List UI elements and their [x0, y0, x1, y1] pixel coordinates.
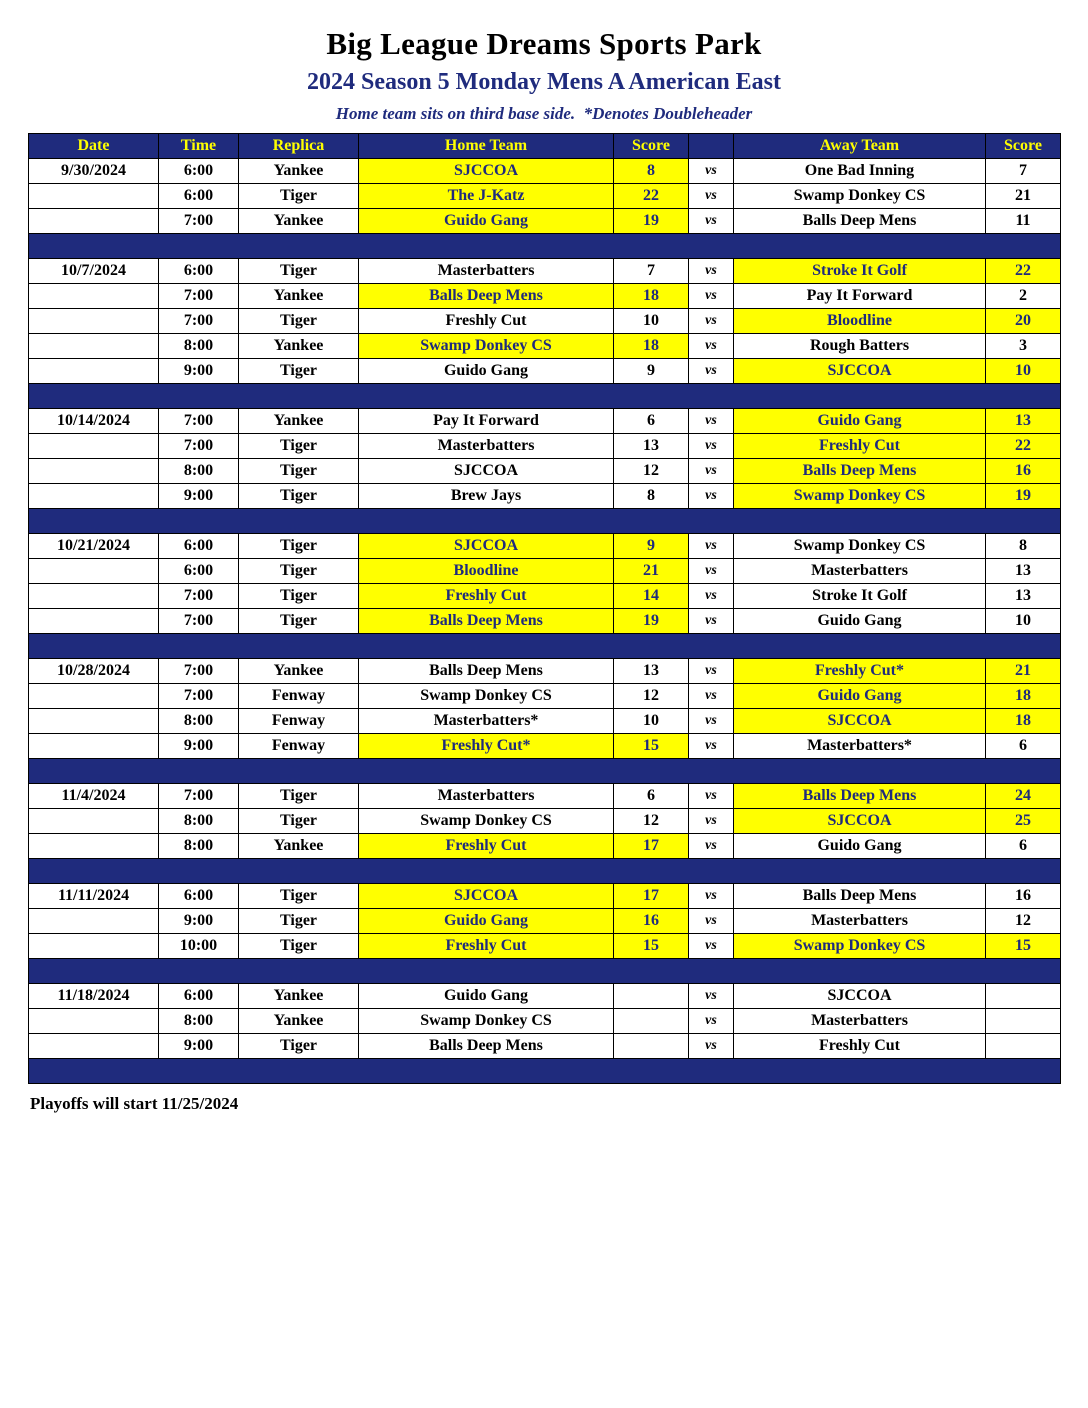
date-cell [29, 334, 159, 359]
home-team-cell: Masterbatters [359, 784, 614, 809]
vs-label: vs [689, 359, 734, 384]
date-cell [29, 309, 159, 334]
time-cell: 8:00 [159, 809, 239, 834]
away-team-cell: Freshly Cut* [734, 659, 986, 684]
home-team-cell: Swamp Donkey CS [359, 809, 614, 834]
game-row [29, 184, 1061, 209]
home-team-cell: Brew Jays [359, 484, 614, 509]
vs-label: vs [689, 334, 734, 359]
vs-label: vs [689, 534, 734, 559]
separator-row [29, 1059, 1061, 1084]
date-cell [29, 1034, 159, 1059]
home-team-cell: Balls Deep Mens [359, 659, 614, 684]
game-row [29, 1009, 1061, 1034]
replica-cell: Tiger [239, 784, 359, 809]
separator-bar [29, 859, 1061, 884]
vs-label: vs [689, 734, 734, 759]
time-cell: 9:00 [159, 1034, 239, 1059]
home-score-cell: 9 [614, 534, 689, 559]
vs-label: vs [689, 1034, 734, 1059]
away-score-cell: 6 [986, 734, 1061, 759]
col-header-replica: Replica [239, 134, 359, 159]
game-row [29, 159, 1061, 184]
replica-cell: Yankee [239, 284, 359, 309]
replica-cell: Yankee [239, 659, 359, 684]
away-score-cell: 10 [986, 359, 1061, 384]
away-team-cell: Swamp Donkey CS [734, 934, 986, 959]
vs-label: vs [689, 709, 734, 734]
separator-bar [29, 634, 1061, 659]
date-cell [29, 609, 159, 634]
vs-label: vs [689, 409, 734, 434]
time-cell: 9:00 [159, 734, 239, 759]
home-team-cell: Balls Deep Mens [359, 284, 614, 309]
separator-bar [29, 509, 1061, 534]
date-cell [29, 359, 159, 384]
away-score-cell: 10 [986, 609, 1061, 634]
away-score-cell: 7 [986, 159, 1061, 184]
away-team-cell: SJCCOA [734, 709, 986, 734]
date-cell [29, 684, 159, 709]
header-note: Home team sits on third base side. *Denotes Doubleheader [335, 104, 753, 123]
away-score-cell: 18 [986, 684, 1061, 709]
replica-cell: Fenway [239, 684, 359, 709]
home-score-cell: 13 [614, 434, 689, 459]
home-team-cell: Guido Gang [359, 209, 614, 234]
time-cell: 9:00 [159, 484, 239, 509]
away-team-cell: Masterbatters* [734, 734, 986, 759]
vs-label: vs [689, 784, 734, 809]
home-team-cell: Guido Gang [359, 359, 614, 384]
away-score-cell: 11 [986, 209, 1061, 234]
game-row [29, 534, 1061, 559]
home-team-cell: Guido Gang [359, 909, 614, 934]
vs-label: vs [689, 284, 734, 309]
away-team-cell: Balls Deep Mens [734, 884, 986, 909]
date-cell: 10/28/2024 [29, 659, 159, 684]
home-team-cell: The J-Katz [359, 184, 614, 209]
vs-label: vs [689, 684, 734, 709]
game-row [29, 259, 1061, 284]
away-score-cell: 25 [986, 809, 1061, 834]
separator-row [29, 634, 1061, 659]
separator-bar [29, 384, 1061, 409]
game-row [29, 584, 1061, 609]
away-score-cell: 16 [986, 459, 1061, 484]
time-cell: 8:00 [159, 459, 239, 484]
home-score-cell: 14 [614, 584, 689, 609]
vs-label: vs [689, 559, 734, 584]
date-cell [29, 734, 159, 759]
home-score-cell: 17 [614, 884, 689, 909]
date-cell [29, 284, 159, 309]
home-score-cell: 18 [614, 334, 689, 359]
date-cell: 10/14/2024 [29, 409, 159, 434]
away-score-cell: 13 [986, 584, 1061, 609]
time-cell: 6:00 [159, 159, 239, 184]
vs-label: vs [689, 809, 734, 834]
away-score-cell: 6 [986, 834, 1061, 859]
home-team-cell: Masterbatters [359, 259, 614, 284]
home-score-cell: 17 [614, 834, 689, 859]
col-header-home-score: Score [614, 134, 689, 159]
away-score-cell: 2 [986, 284, 1061, 309]
away-team-cell: One Bad Inning [734, 159, 986, 184]
game-row [29, 934, 1061, 959]
time-cell: 7:00 [159, 659, 239, 684]
home-score-cell: 21 [614, 559, 689, 584]
separator-bar [29, 759, 1061, 784]
separator-row [29, 759, 1061, 784]
separator-bar [29, 959, 1061, 984]
home-team-cell: Bloodline [359, 559, 614, 584]
replica-cell: Yankee [239, 334, 359, 359]
home-team-cell: SJCCOA [359, 534, 614, 559]
away-score-cell: 21 [986, 184, 1061, 209]
separator-row [29, 959, 1061, 984]
home-team-cell: Freshly Cut [359, 934, 614, 959]
game-row [29, 284, 1061, 309]
home-team-cell: Freshly Cut [359, 309, 614, 334]
away-team-cell: Swamp Donkey CS [734, 184, 986, 209]
game-row [29, 309, 1061, 334]
col-header-date: Date [29, 134, 159, 159]
playoffs-note: Playoffs will start 11/25/2024 [30, 1094, 239, 1113]
game-row [29, 359, 1061, 384]
home-team-cell: Masterbatters [359, 434, 614, 459]
away-score-cell: 22 [986, 259, 1061, 284]
date-cell: 10/7/2024 [29, 259, 159, 284]
col-header-home-team: Home Team [359, 134, 614, 159]
away-team-cell: Balls Deep Mens [734, 209, 986, 234]
game-row [29, 909, 1061, 934]
vs-label: vs [689, 259, 734, 284]
table-header-row [29, 134, 1061, 159]
time-cell: 6:00 [159, 184, 239, 209]
date-cell [29, 909, 159, 934]
away-team-cell: Bloodline [734, 309, 986, 334]
vs-label: vs [689, 1009, 734, 1034]
date-cell [29, 584, 159, 609]
away-team-cell: Guido Gang [734, 684, 986, 709]
separator-bar [29, 234, 1061, 259]
vs-label: vs [689, 309, 734, 334]
time-cell: 7:00 [159, 209, 239, 234]
replica-cell: Tiger [239, 484, 359, 509]
home-score-cell: 6 [614, 784, 689, 809]
date-cell: 11/11/2024 [29, 884, 159, 909]
time-cell: 7:00 [159, 434, 239, 459]
time-cell: 7:00 [159, 584, 239, 609]
home-team-cell: Freshly Cut [359, 584, 614, 609]
replica-cell: Tiger [239, 359, 359, 384]
page-title: Big League Dreams Sports Park [326, 26, 762, 61]
away-score-cell [986, 1009, 1061, 1034]
time-cell: 6:00 [159, 259, 239, 284]
away-score-cell: 15 [986, 934, 1061, 959]
separator-row [29, 384, 1061, 409]
home-score-cell [614, 1034, 689, 1059]
away-team-cell: Pay It Forward [734, 284, 986, 309]
replica-cell: Yankee [239, 1009, 359, 1034]
game-row [29, 334, 1061, 359]
replica-cell: Yankee [239, 209, 359, 234]
time-cell: 7:00 [159, 684, 239, 709]
date-cell [29, 809, 159, 834]
home-score-cell: 8 [614, 159, 689, 184]
time-cell: 7:00 [159, 409, 239, 434]
col-header-away-score: Score [986, 134, 1061, 159]
away-team-cell: Freshly Cut [734, 1034, 986, 1059]
time-cell: 8:00 [159, 334, 239, 359]
col-header-time: Time [159, 134, 239, 159]
away-team-cell: SJCCOA [734, 359, 986, 384]
away-score-cell [986, 984, 1061, 1009]
away-score-cell: 21 [986, 659, 1061, 684]
away-score-cell [986, 1034, 1061, 1059]
time-cell: 6:00 [159, 984, 239, 1009]
vs-label: vs [689, 184, 734, 209]
time-cell: 6:00 [159, 559, 239, 584]
home-score-cell: 18 [614, 284, 689, 309]
home-score-cell [614, 984, 689, 1009]
replica-cell: Tiger [239, 609, 359, 634]
schedule-body [29, 159, 1061, 1084]
home-score-cell: 15 [614, 934, 689, 959]
home-team-cell: Pay It Forward [359, 409, 614, 434]
away-score-cell: 24 [986, 784, 1061, 809]
replica-cell: Tiger [239, 584, 359, 609]
home-score-cell: 22 [614, 184, 689, 209]
away-score-cell: 13 [986, 559, 1061, 584]
replica-cell: Yankee [239, 159, 359, 184]
home-team-cell: SJCCOA [359, 884, 614, 909]
away-team-cell: Guido Gang [734, 409, 986, 434]
away-score-cell: 19 [986, 484, 1061, 509]
away-team-cell: Swamp Donkey CS [734, 484, 986, 509]
time-cell: 9:00 [159, 359, 239, 384]
game-row [29, 834, 1061, 859]
date-cell [29, 709, 159, 734]
home-team-cell: SJCCOA [359, 159, 614, 184]
home-team-cell: SJCCOA [359, 459, 614, 484]
game-row [29, 809, 1061, 834]
home-team-cell: Swamp Donkey CS [359, 684, 614, 709]
game-row [29, 659, 1061, 684]
date-cell: 10/21/2024 [29, 534, 159, 559]
date-cell [29, 459, 159, 484]
away-score-cell: 3 [986, 334, 1061, 359]
home-score-cell: 10 [614, 709, 689, 734]
replica-cell: Tiger [239, 459, 359, 484]
home-score-cell: 19 [614, 209, 689, 234]
away-team-cell: SJCCOA [734, 809, 986, 834]
home-team-cell: Guido Gang [359, 984, 614, 1009]
replica-cell: Tiger [239, 534, 359, 559]
away-team-cell: Guido Gang [734, 609, 986, 634]
replica-cell: Yankee [239, 984, 359, 1009]
time-cell: 7:00 [159, 784, 239, 809]
separator-row [29, 509, 1061, 534]
replica-cell: Yankee [239, 834, 359, 859]
home-score-cell: 9 [614, 359, 689, 384]
home-score-cell: 12 [614, 459, 689, 484]
home-score-cell: 12 [614, 684, 689, 709]
replica-cell: Yankee [239, 409, 359, 434]
separator-row [29, 859, 1061, 884]
home-team-cell: Balls Deep Mens [359, 1034, 614, 1059]
vs-label: vs [689, 484, 734, 509]
away-score-cell: 18 [986, 709, 1061, 734]
away-team-cell: Rough Batters [734, 334, 986, 359]
time-cell: 9:00 [159, 909, 239, 934]
home-score-cell: 19 [614, 609, 689, 634]
game-row [29, 734, 1061, 759]
time-cell: 7:00 [159, 284, 239, 309]
separator-bar [29, 1059, 1061, 1084]
home-score-cell: 13 [614, 659, 689, 684]
away-team-cell: Stroke It Golf [734, 259, 986, 284]
away-score-cell: 22 [986, 434, 1061, 459]
away-score-cell: 16 [986, 884, 1061, 909]
home-team-cell: Freshly Cut* [359, 734, 614, 759]
time-cell: 7:00 [159, 309, 239, 334]
home-score-cell [614, 1009, 689, 1034]
home-score-cell: 16 [614, 909, 689, 934]
vs-label: vs [689, 159, 734, 184]
date-cell [29, 1009, 159, 1034]
vs-label: vs [689, 584, 734, 609]
away-team-cell: Swamp Donkey CS [734, 534, 986, 559]
replica-cell: Tiger [239, 309, 359, 334]
home-score-cell: 15 [614, 734, 689, 759]
time-cell: 6:00 [159, 884, 239, 909]
home-score-cell: 7 [614, 259, 689, 284]
away-score-cell: 20 [986, 309, 1061, 334]
time-cell: 8:00 [159, 834, 239, 859]
col-header-away-team: Away Team [734, 134, 986, 159]
date-cell [29, 834, 159, 859]
date-cell [29, 559, 159, 584]
vs-label: vs [689, 459, 734, 484]
page-subtitle: 2024 Season 5 Monday Mens A American East [306, 69, 782, 95]
vs-label: vs [689, 834, 734, 859]
replica-cell: Fenway [239, 709, 359, 734]
away-team-cell: Stroke It Golf [734, 584, 986, 609]
away-team-cell: Balls Deep Mens [734, 784, 986, 809]
vs-label: vs [689, 659, 734, 684]
away-team-cell: SJCCOA [734, 984, 986, 1009]
replica-cell: Tiger [239, 259, 359, 284]
away-score-cell: 12 [986, 909, 1061, 934]
date-cell: 9/30/2024 [29, 159, 159, 184]
replica-cell: Tiger [239, 184, 359, 209]
home-score-cell: 10 [614, 309, 689, 334]
home-score-cell: 8 [614, 484, 689, 509]
time-cell: 8:00 [159, 1009, 239, 1034]
replica-cell: Fenway [239, 734, 359, 759]
time-cell: 10:00 [159, 934, 239, 959]
date-cell [29, 484, 159, 509]
away-team-cell: Masterbatters [734, 559, 986, 584]
time-cell: 8:00 [159, 709, 239, 734]
vs-label: vs [689, 984, 734, 1009]
replica-cell: Tiger [239, 934, 359, 959]
home-team-cell: Masterbatters* [359, 709, 614, 734]
vs-label: vs [689, 884, 734, 909]
time-cell: 7:00 [159, 609, 239, 634]
vs-label: vs [689, 209, 734, 234]
game-row [29, 984, 1061, 1009]
away-team-cell: Masterbatters [734, 909, 986, 934]
date-cell [29, 184, 159, 209]
replica-cell: Tiger [239, 909, 359, 934]
away-team-cell: Balls Deep Mens [734, 459, 986, 484]
replica-cell: Tiger [239, 1034, 359, 1059]
home-team-cell: Balls Deep Mens [359, 609, 614, 634]
game-row [29, 459, 1061, 484]
game-row [29, 559, 1061, 584]
away-score-cell: 8 [986, 534, 1061, 559]
away-team-cell: Freshly Cut [734, 434, 986, 459]
col-header-vs-spacer [689, 134, 734, 159]
vs-label: vs [689, 909, 734, 934]
replica-cell: Tiger [239, 559, 359, 584]
game-row [29, 884, 1061, 909]
away-team-cell: Guido Gang [734, 834, 986, 859]
game-row [29, 684, 1061, 709]
date-cell: 11/18/2024 [29, 984, 159, 1009]
date-cell: 11/4/2024 [29, 784, 159, 809]
game-row [29, 209, 1061, 234]
replica-cell: Tiger [239, 434, 359, 459]
vs-label: vs [689, 934, 734, 959]
home-score-cell: 6 [614, 409, 689, 434]
game-row [29, 709, 1061, 734]
home-score-cell: 12 [614, 809, 689, 834]
vs-label: vs [689, 434, 734, 459]
date-cell [29, 934, 159, 959]
schedule-table [28, 133, 1061, 1084]
game-row [29, 1034, 1061, 1059]
game-row [29, 484, 1061, 509]
game-row [29, 609, 1061, 634]
date-cell [29, 209, 159, 234]
date-cell [29, 434, 159, 459]
away-team-cell: Masterbatters [734, 1009, 986, 1034]
separator-row [29, 234, 1061, 259]
home-team-cell: Swamp Donkey CS [359, 334, 614, 359]
home-team-cell: Swamp Donkey CS [359, 1009, 614, 1034]
game-row [29, 409, 1061, 434]
game-row [29, 784, 1061, 809]
replica-cell: Tiger [239, 809, 359, 834]
home-team-cell: Freshly Cut [359, 834, 614, 859]
vs-label: vs [689, 609, 734, 634]
away-score-cell: 13 [986, 409, 1061, 434]
time-cell: 6:00 [159, 534, 239, 559]
game-row [29, 434, 1061, 459]
replica-cell: Tiger [239, 884, 359, 909]
